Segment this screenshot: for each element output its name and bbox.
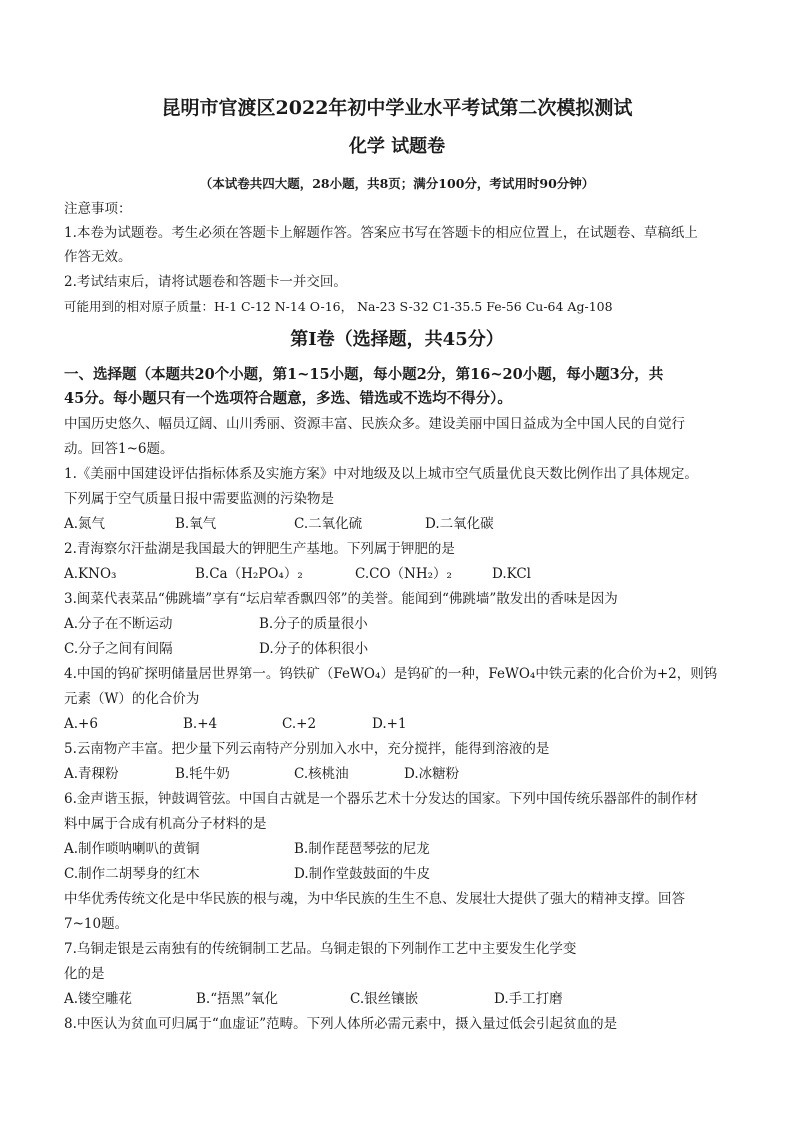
q3-option-c: C.分子之间有间隔	[64, 641, 173, 657]
q2-option-b: B.Ca（H₂PO₄）₂	[195, 566, 303, 582]
q1-option-b: B.氧气	[175, 516, 217, 532]
intro2-line2: 7~10题。	[64, 916, 129, 932]
q3-stem: 3.闽菜代表菜品“佛跳墙”享有“坛启荤香飘四邻”的美誉。能闻到“佛跳墙”散发出的香味是因为	[64, 591, 618, 607]
exam-subtitle: 化学 试题卷	[348, 136, 446, 157]
instruction-2: 2.考试结束后，请将试题卷和答题卡一并交回。	[64, 274, 347, 290]
q4-stem-line2: 元素（W）的化合价为	[64, 691, 200, 707]
q5-option-c: C.核桃油	[294, 766, 349, 782]
q7-option-c: C.银丝镶嵌	[350, 991, 419, 1007]
intro2-line1: 中华优秀传统文化是中华民族的根与魂，为中华民族的生生不息、发展壮大提供了强大的精神支撑。回答	[64, 891, 685, 907]
q1-stem-line1: 1.《美丽中国建设评估指标体系及实施方案》中对地级及以上城市空气质量优良天数比例作出了具体规定。	[64, 466, 698, 482]
q2-option-d: D.KCl	[492, 566, 532, 582]
atomic-masses: 可能用到的相对原子质量：H-1 C-12 N-14 O-16， Na-23 S-32 C1-35.5 Fe-56 Cu-64 Ag-108	[64, 299, 613, 314]
section-heading-line1: 一、选择题（本题共20个小题，第1~15小题，每小题2分，第16~20小题，每小题3分，共	[64, 366, 664, 383]
q7-option-b: B.“捂黑”氧化	[196, 991, 279, 1007]
q5-stem: 5.云南物产丰富。把少量下列云南特产分别加入水中，充分搅拌，能得到溶液的是	[64, 741, 550, 757]
q6-option-c: C.制作二胡琴身的红木	[64, 866, 200, 882]
q2-option-c: C.CO（NH₂）₂	[355, 566, 452, 582]
q4-option-d: D.+1	[372, 716, 407, 732]
q1-option-a: A.氮气	[64, 516, 106, 532]
q4-option-b: B.+4	[183, 716, 218, 732]
q3-option-a: A.分子在不断运动	[64, 616, 173, 632]
instructions-heading: 注意事项：	[64, 201, 132, 217]
q3-option-d: D.分子的体积很小	[259, 641, 369, 657]
q2-stem: 2.青海察尔汗盐湖是我国最大的钾肥生产基地。下列属于钾肥的是	[64, 541, 455, 557]
exam-note: （本试卷共四大题，28小题，共8页；满分100分，考试用时90分钟）	[199, 176, 595, 191]
q3-option-b: B.分子的质量很小	[259, 616, 368, 632]
q2-option-a: A.KNO₃	[64, 566, 117, 582]
q7-stem-line2: 化的是	[64, 966, 105, 982]
instruction-1-line2: 作答无效。	[64, 249, 132, 265]
q7-option-a: A.镂空雕花	[64, 991, 133, 1007]
q1-option-c: C.二氧化硫	[294, 516, 363, 532]
q8-stem: 8.中医认为贫血可归属于“血虚证”范畴。下列人体所必需元素中，摄入量过低会引起贫血的是	[64, 1016, 618, 1032]
q6-option-d: D.制作堂鼓鼓面的牛皮	[294, 866, 431, 882]
q5-option-b: B.牦牛奶	[175, 766, 230, 782]
q6-stem-line2: 料中属于合成有机高分子材料的是	[64, 816, 267, 832]
q7-stem-line1: 7.乌铜走银是云南独有的传统铜制工艺品。乌铜走银的下列制作工艺中主要发生化学变	[64, 941, 577, 957]
q1-option-d: D.二氧化碳	[425, 516, 494, 532]
q6-option-a: A.制作唢呐喇叭的黄铜	[64, 841, 200, 857]
exam-title: 昆明市官渡区2022年初中学业水平考试第二次模拟测试	[161, 97, 633, 119]
part1-title: 第Ⅰ卷（选择题，共45分）	[290, 329, 504, 350]
q4-stem-line1: 4.中国的钨矿探明储量居世界第一。钨铁矿（FeWO₄）是钨矿的一种，FeWO₄中铁元素的化合价为+2，则钨	[64, 666, 718, 682]
q4-option-c: C.+2	[282, 716, 317, 732]
q6-stem-line1: 6.金声谐玉振，钟鼓调管弦。中国自古就是一个器乐艺术十分发达的国家。下列中国传统乐器部件的制作材	[64, 791, 698, 807]
intro1-line1: 中国历史悠久、幅员辽阔、山川秀丽、资源丰富、民族众多。建设美丽中国日益成为全中国人民的自觉行	[64, 416, 685, 432]
intro1-line2: 动。回答1~6题。	[64, 441, 174, 457]
q7-option-d: D.手工打磨	[494, 991, 563, 1007]
q5-option-a: A.青稞粉	[64, 766, 119, 782]
q4-option-a: A.+6	[64, 716, 98, 732]
section-heading-line2: 45分。每小题只有一个选项符合题意，多选、错选或不选均不得分）。	[64, 390, 512, 407]
q6-option-b: B.制作琵琶琴弦的尼龙	[294, 841, 430, 857]
q5-option-d: D.冰糖粉	[404, 766, 460, 782]
instruction-1-line1: 1.本卷为试题卷。考生必须在答题卡上解题作答。答案应书写在答题卡的相应位置上，在试题卷、草稿纸上	[64, 225, 698, 241]
q1-stem-line2: 下列属于空气质量日报中需要监测的污染物是	[64, 491, 334, 507]
